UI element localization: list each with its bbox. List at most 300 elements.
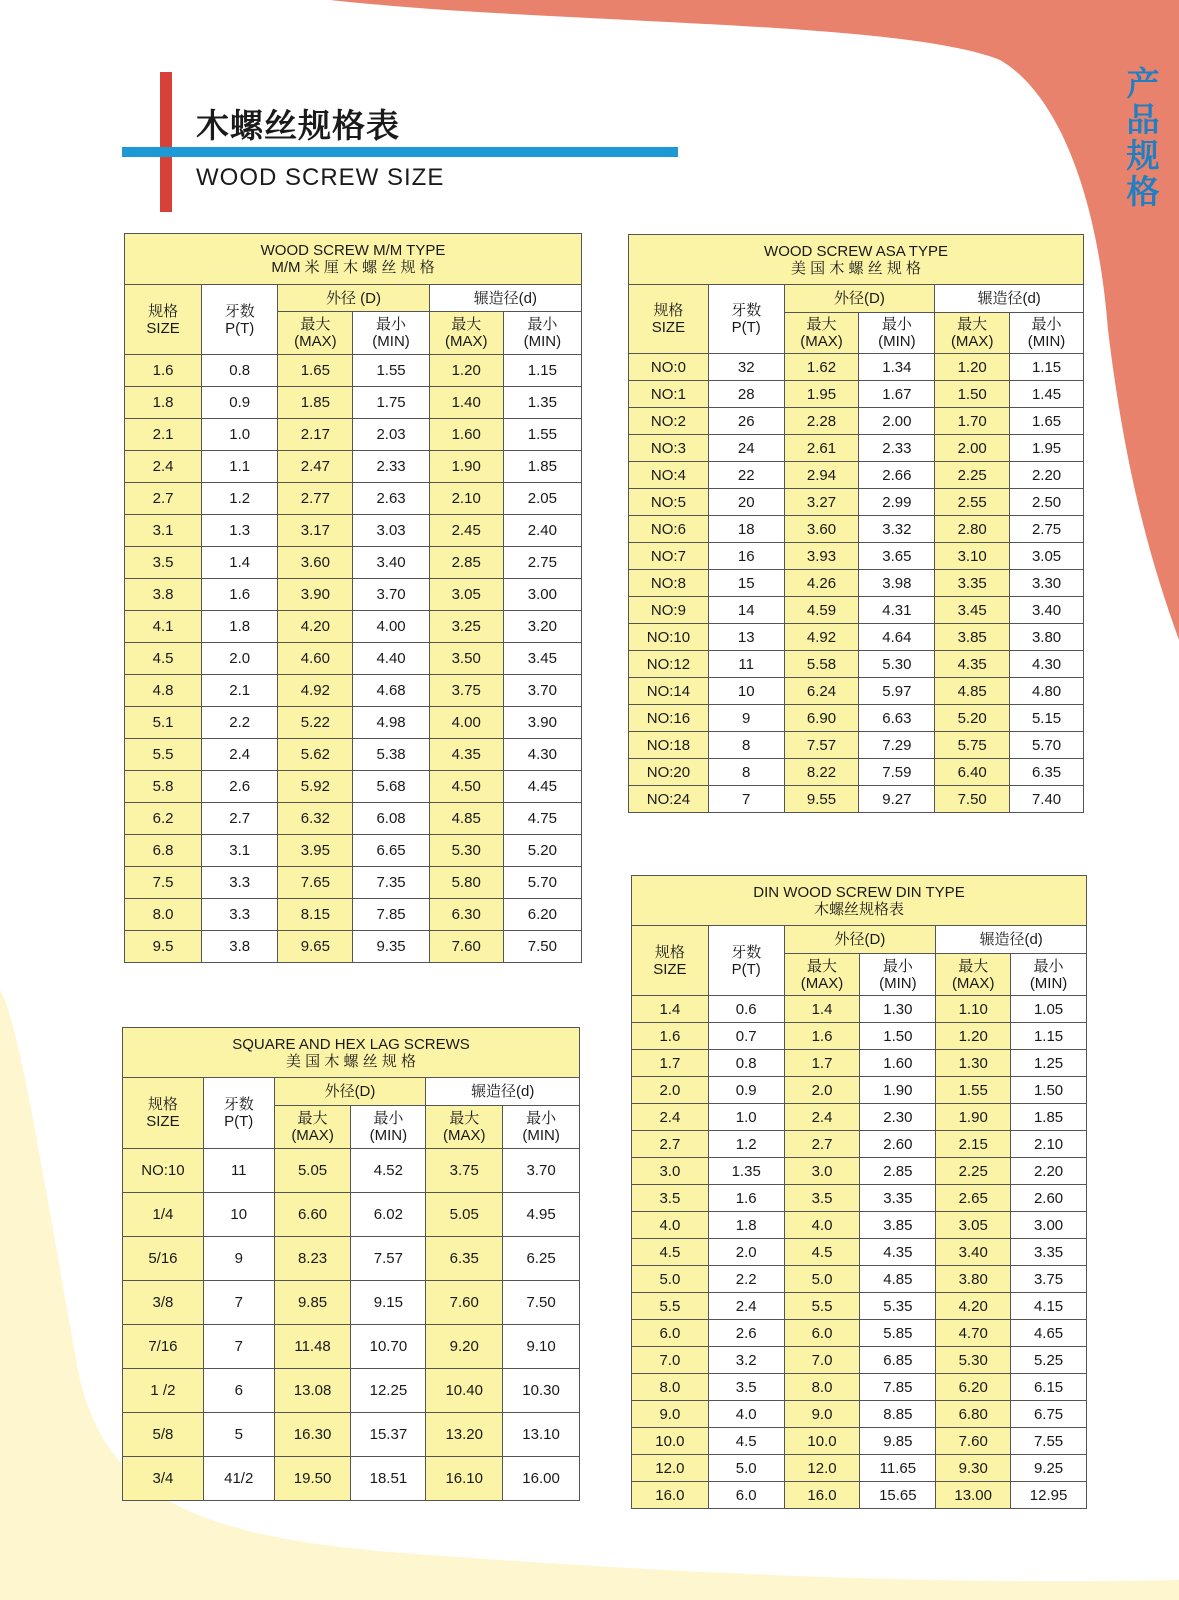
table-row: [632, 1023, 1087, 1050]
size-cell: 6.2: [125, 803, 202, 835]
outer-min-cell: 1.75: [353, 387, 429, 419]
root-max-cell: 4.85: [429, 803, 503, 835]
root-min-cell: 6.75: [1011, 1401, 1087, 1428]
size-cell: 4.5: [632, 1239, 709, 1266]
outer-min-cell: 9.15: [351, 1281, 426, 1325]
size-header-en: SIZE: [146, 319, 180, 337]
root-min-cell: 3.00: [503, 579, 581, 611]
table-title-cn: M/M 米 厘 木 螺 丝 规 格: [271, 259, 435, 276]
size-cell: 9.5: [125, 931, 202, 963]
root-max-cell: 1.20: [935, 354, 1010, 381]
outer-max-cell: 16.0: [784, 1482, 860, 1509]
root-min-cell: 3.20: [503, 611, 581, 643]
min-header-cn: 最小: [373, 1110, 404, 1127]
size-cell: 12.0: [632, 1455, 709, 1482]
outer-min-cell: 1.50: [860, 1023, 936, 1050]
size-cell: 5.5: [125, 739, 202, 771]
root-min-cell: 4.75: [503, 803, 581, 835]
pitch-cell: 2.1: [202, 675, 278, 707]
root-max-cell: 3.40: [936, 1239, 1011, 1266]
size-cell: 3/8: [123, 1281, 204, 1325]
outer-min-cell: 1.55: [353, 355, 429, 387]
table-row: [632, 1320, 1087, 1347]
size-cell: 3.1: [125, 515, 202, 547]
root-max-cell: 7.60: [429, 931, 503, 963]
root-max-cell: 3.50: [429, 643, 503, 675]
root-max-cell: 1.30: [936, 1050, 1011, 1077]
table-row: [125, 675, 582, 707]
outer-max-cell: 5.58: [784, 651, 859, 678]
size-cell: 10.0: [632, 1428, 709, 1455]
table-row: [629, 597, 1084, 624]
table-row: [125, 547, 582, 579]
outer-max-cell: 1.85: [278, 387, 353, 419]
pitch-cell: 7: [203, 1325, 274, 1369]
size-cell: 3/4: [123, 1457, 204, 1501]
outer-min-cell: 6.65: [353, 835, 429, 867]
root-diameter-header: 辗造径(d): [935, 285, 1084, 313]
outer-max-cell: 2.4: [784, 1104, 860, 1131]
root-min-cell: 1.15: [1011, 1023, 1087, 1050]
outer-min-cell: 6.08: [353, 803, 429, 835]
outer-max-cell: 2.28: [784, 408, 859, 435]
table-row: [125, 803, 582, 835]
size-cell: 5.0: [632, 1266, 709, 1293]
outer-max-cell: 16.30: [274, 1413, 351, 1457]
pitch-cell: 2.6: [708, 1320, 784, 1347]
pitch-cell: 5.0: [708, 1455, 784, 1482]
size-cell: NO:10: [123, 1149, 204, 1193]
pitch-cell: 24: [708, 435, 784, 462]
root-min-cell: 3.00: [1011, 1212, 1087, 1239]
root-min-cell: 3.90: [503, 707, 581, 739]
size-cell: 5.8: [125, 771, 202, 803]
root-diameter-header: 辗造径(d): [429, 285, 581, 312]
size-cell: 1 /2: [123, 1369, 204, 1413]
root-max-cell: 5.20: [935, 705, 1010, 732]
blue-accent-bar: [122, 147, 678, 157]
root-max-cell: 3.05: [936, 1212, 1011, 1239]
outer-min-cell: 3.40: [353, 547, 429, 579]
table-row: [629, 759, 1084, 786]
root-max-cell: 6.20: [936, 1374, 1011, 1401]
size-header: [125, 285, 202, 355]
size-cell: NO:18: [629, 732, 709, 759]
pitch-cell: 1.8: [708, 1212, 784, 1239]
outer-max-cell: 3.90: [278, 579, 353, 611]
root-max-cell: 13.20: [426, 1413, 503, 1457]
size-header-en: SIZE: [653, 960, 687, 978]
root-max-cell: 5.30: [936, 1347, 1011, 1374]
table-row: [632, 1212, 1087, 1239]
outer-max-cell: 4.5: [784, 1239, 860, 1266]
size-cell: NO:14: [629, 678, 709, 705]
outer-max-cell: 6.90: [784, 705, 859, 732]
root-min-cell: 3.80: [1010, 624, 1084, 651]
root-max-cell: 2.65: [936, 1185, 1011, 1212]
root-min-cell: 7.55: [1011, 1428, 1087, 1455]
root-min-cell: 6.20: [503, 899, 581, 931]
root-min-cell: 4.95: [503, 1193, 580, 1237]
outer-max-cell: 4.0: [784, 1212, 860, 1239]
root-min-cell: 4.80: [1010, 678, 1084, 705]
outer-min-cell: 7.35: [353, 867, 429, 899]
table-row: [629, 543, 1084, 570]
min-header-cn: 最小: [527, 316, 558, 333]
root-max-cell: 3.35: [935, 570, 1010, 597]
pitch-cell: 0.8: [708, 1050, 784, 1077]
outer-min-cell: 3.65: [859, 543, 935, 570]
max-header-en: (MAX): [951, 974, 995, 992]
pitch-header: [708, 285, 784, 354]
table-row: [632, 1455, 1087, 1482]
side-label-char: 品: [1126, 100, 1160, 139]
pitch-cell: 2.4: [708, 1293, 784, 1320]
outer-min-cell: 4.40: [353, 643, 429, 675]
outer-min-cell: 7.57: [351, 1237, 426, 1281]
root-max-cell: 3.25: [429, 611, 503, 643]
pitch-cell: 5: [203, 1413, 274, 1457]
min-header: [860, 954, 936, 996]
table-title-en: WOOD SCREW M/M TYPE: [260, 242, 446, 259]
table-row: [123, 1193, 580, 1237]
table-row: [629, 381, 1084, 408]
max-header-en: (MAX): [800, 333, 843, 350]
root-max-cell: 3.10: [935, 543, 1010, 570]
root-max-cell: 4.35: [429, 739, 503, 771]
table-title: [629, 235, 1084, 285]
outer-min-cell: 1.30: [860, 996, 936, 1023]
outer-max-cell: 4.26: [784, 570, 859, 597]
outer-max-cell: 13.08: [274, 1369, 351, 1413]
table-row: [125, 643, 582, 675]
root-min-cell: 3.05: [1010, 543, 1084, 570]
table-row: [125, 771, 582, 803]
pitch-cell: 9: [708, 705, 784, 732]
size-cell: NO:0: [629, 354, 709, 381]
pitch-cell: 2.7: [202, 803, 278, 835]
root-max-cell: 10.40: [426, 1369, 503, 1413]
root-max-cell: 6.35: [426, 1237, 503, 1281]
outer-min-cell: 4.52: [351, 1149, 426, 1193]
outer-min-cell: 2.85: [860, 1158, 936, 1185]
outer-min-cell: 4.00: [353, 611, 429, 643]
pitch-cell: 3.5: [708, 1374, 784, 1401]
root-max-cell: 2.15: [936, 1131, 1011, 1158]
root-max-cell: 4.70: [936, 1320, 1011, 1347]
root-max-cell: 4.35: [935, 651, 1010, 678]
pitch-cell: 0.6: [708, 996, 784, 1023]
table-row: [125, 419, 582, 451]
outer-min-cell: 5.30: [859, 651, 935, 678]
outer-max-cell: 1.65: [278, 355, 353, 387]
pitch-cell: 14: [708, 597, 784, 624]
root-max-cell: 6.80: [936, 1401, 1011, 1428]
root-min-cell: 1.15: [1010, 354, 1084, 381]
root-diameter-header: 辗造径(d): [936, 926, 1087, 954]
outer-min-cell: 3.85: [860, 1212, 936, 1239]
max-header-cn: 最大: [297, 1110, 328, 1127]
table-row: [632, 1077, 1087, 1104]
max-header: [278, 312, 353, 355]
outer-min-cell: 2.63: [353, 483, 429, 515]
root-min-cell: 5.70: [503, 867, 581, 899]
size-cell: NO:7: [629, 543, 709, 570]
size-cell: 4.1: [125, 611, 202, 643]
max-header-cn: 最大: [957, 316, 988, 333]
root-max-cell: 16.10: [426, 1457, 503, 1501]
pitch-cell: 1.0: [708, 1104, 784, 1131]
pitch-cell: 3.3: [202, 899, 278, 931]
size-cell: 3.0: [632, 1158, 709, 1185]
pitch-cell: 1.6: [202, 579, 278, 611]
pitch-header-en: P(T): [225, 319, 255, 337]
min-header: [503, 312, 581, 355]
table-row: [629, 435, 1084, 462]
table-row: [125, 707, 582, 739]
outer-min-cell: 2.03: [353, 419, 429, 451]
outer-max-cell: 4.92: [278, 675, 353, 707]
pitch-cell: 41/2: [203, 1457, 274, 1501]
min-header-cn: 最小: [526, 1110, 557, 1127]
asa-type-table: [628, 234, 1084, 813]
root-min-cell: 3.70: [503, 675, 581, 707]
root-min-cell: 5.70: [1010, 732, 1084, 759]
pitch-cell: 2.0: [708, 1239, 784, 1266]
root-min-cell: 12.95: [1011, 1482, 1087, 1509]
root-max-cell: 9.20: [426, 1325, 503, 1369]
table-row: [125, 835, 582, 867]
max-header-cn: 最大: [451, 316, 482, 333]
size-cell: 2.4: [125, 451, 202, 483]
outer-max-cell: 6.32: [278, 803, 353, 835]
min-header-cn: 最小: [1033, 957, 1064, 975]
pitch-cell: 20: [708, 489, 784, 516]
outer-min-cell: 4.98: [353, 707, 429, 739]
size-cell: 2.7: [632, 1131, 709, 1158]
size-cell: 3.5: [125, 547, 202, 579]
pitch-header-en: P(T): [731, 960, 761, 978]
outer-min-cell: 3.32: [859, 516, 935, 543]
size-header: [123, 1078, 204, 1149]
size-header-en: SIZE: [146, 1113, 180, 1130]
table-body: [125, 355, 582, 963]
size-cell: NO:20: [629, 759, 709, 786]
pitch-cell: 2.6: [202, 771, 278, 803]
root-min-cell: 2.75: [1010, 516, 1084, 543]
size-cell: 7.0: [632, 1347, 709, 1374]
table-body: [123, 1149, 580, 1501]
pitch-cell: 6.0: [708, 1482, 784, 1509]
root-max-cell: 4.00: [429, 707, 503, 739]
root-max-cell: 2.45: [429, 515, 503, 547]
root-min-cell: 5.20: [503, 835, 581, 867]
pitch-cell: 11: [708, 651, 784, 678]
outer-max-cell: 5.92: [278, 771, 353, 803]
root-min-cell: 1.35: [503, 387, 581, 419]
pitch-cell: 13: [708, 624, 784, 651]
mm-type-table: [124, 233, 582, 963]
side-label-char: 规: [1126, 136, 1160, 175]
max-header-en: (MAX): [294, 333, 337, 350]
root-min-cell: 6.25: [503, 1237, 580, 1281]
root-max-cell: 5.80: [429, 867, 503, 899]
outer-min-cell: 5.97: [859, 678, 935, 705]
root-min-cell: 16.00: [503, 1457, 580, 1501]
root-max-cell: 1.40: [429, 387, 503, 419]
outer-max-cell: 5.62: [278, 739, 353, 771]
pitch-cell: 26: [708, 408, 784, 435]
pitch-cell: 1.1: [202, 451, 278, 483]
table-body: [629, 354, 1084, 813]
root-max-cell: 7.50: [935, 786, 1010, 813]
max-header-en: (MAX): [800, 974, 844, 992]
root-min-cell: 2.40: [503, 515, 581, 547]
table-title: [125, 234, 582, 285]
pitch-cell: 8: [708, 732, 784, 759]
size-cell: NO:6: [629, 516, 709, 543]
root-min-cell: 3.45: [503, 643, 581, 675]
root-max-cell: 6.40: [935, 759, 1010, 786]
pitch-cell: 7: [203, 1281, 274, 1325]
root-min-cell: 1.55: [503, 419, 581, 451]
table-title: [123, 1028, 580, 1078]
root-min-cell: 4.30: [503, 739, 581, 771]
min-header-en: (MIN): [372, 333, 410, 350]
root-min-cell: 1.85: [1011, 1104, 1087, 1131]
root-min-cell: 1.15: [503, 355, 581, 387]
max-header: [429, 312, 503, 355]
min-header: [351, 1106, 426, 1149]
root-min-cell: 3.30: [1010, 570, 1084, 597]
outer-max-cell: 9.0: [784, 1401, 860, 1428]
root-max-cell: 2.80: [935, 516, 1010, 543]
outer-max-cell: 1.4: [784, 996, 860, 1023]
size-cell: NO:24: [629, 786, 709, 813]
pitch-cell: 10: [708, 678, 784, 705]
pitch-cell: 2.2: [708, 1266, 784, 1293]
pitch-cell: 0.9: [202, 387, 278, 419]
outer-diameter-header: 外径 (D): [278, 285, 429, 312]
pitch-cell: 1.2: [202, 483, 278, 515]
root-min-cell: 1.05: [1011, 996, 1087, 1023]
red-accent-bar: [160, 72, 172, 212]
outer-diameter-header: 外径(D): [784, 285, 935, 313]
outer-diameter-header: 外径(D): [784, 926, 936, 954]
root-min-cell: 1.85: [503, 451, 581, 483]
outer-max-cell: 3.17: [278, 515, 353, 547]
table-row: [123, 1237, 580, 1281]
root-min-cell: 2.50: [1010, 489, 1084, 516]
outer-max-cell: 3.93: [784, 543, 859, 570]
size-cell: 8.0: [632, 1374, 709, 1401]
side-label-char: 产: [1126, 64, 1160, 103]
outer-min-cell: 6.85: [860, 1347, 936, 1374]
root-min-cell: 1.45: [1010, 381, 1084, 408]
root-min-cell: 2.75: [503, 547, 581, 579]
root-min-cell: 4.65: [1011, 1320, 1087, 1347]
outer-min-cell: 5.35: [860, 1293, 936, 1320]
outer-max-cell: 7.57: [784, 732, 859, 759]
root-max-cell: 4.20: [936, 1293, 1011, 1320]
outer-max-cell: 3.27: [784, 489, 859, 516]
outer-min-cell: 2.60: [860, 1131, 936, 1158]
table-row: [125, 451, 582, 483]
size-cell: 5/16: [123, 1237, 204, 1281]
pitch-cell: 3.1: [202, 835, 278, 867]
min-header: [1011, 954, 1087, 996]
root-max-cell: 1.20: [429, 355, 503, 387]
table-body: [632, 996, 1087, 1509]
root-max-cell: 3.45: [935, 597, 1010, 624]
min-header: [859, 313, 935, 354]
max-header: [784, 313, 859, 354]
pitch-cell: 0.9: [708, 1077, 784, 1104]
table-title-en: SQUARE AND HEX LAG SCREWS: [232, 1035, 470, 1053]
pitch-cell: 10: [203, 1193, 274, 1237]
table-row: [629, 651, 1084, 678]
size-cell: 16.0: [632, 1482, 709, 1509]
table-row: [632, 1050, 1087, 1077]
size-cell: NO:3: [629, 435, 709, 462]
root-min-cell: 9.10: [503, 1325, 580, 1369]
max-header: [784, 954, 860, 996]
table-row: [632, 1185, 1087, 1212]
root-min-cell: 3.75: [1011, 1266, 1087, 1293]
max-header-cn: 最大: [300, 316, 331, 333]
outer-max-cell: 2.77: [278, 483, 353, 515]
table-row: [629, 786, 1084, 813]
table-title-en: WOOD SCREW ASA TYPE: [764, 242, 948, 260]
table-row: [123, 1281, 580, 1325]
pitch-header-en: P(T): [224, 1113, 254, 1130]
size-cell: NO:2: [629, 408, 709, 435]
max-header-en: (MAX): [442, 1127, 486, 1144]
root-min-cell: 3.40: [1010, 597, 1084, 624]
outer-min-cell: 15.37: [351, 1413, 426, 1457]
outer-max-cell: 2.61: [784, 435, 859, 462]
outer-max-cell: 6.24: [784, 678, 859, 705]
size-cell: NO:4: [629, 462, 709, 489]
root-max-cell: 3.75: [426, 1149, 503, 1193]
pitch-cell: 8: [708, 759, 784, 786]
table-row: [632, 1239, 1087, 1266]
pitch-cell: 7: [708, 786, 784, 813]
size-cell: 3.5: [632, 1185, 709, 1212]
min-header-en: (MIN): [878, 333, 916, 350]
table-row: [629, 462, 1084, 489]
size-cell: 5/8: [123, 1413, 204, 1457]
outer-max-cell: 8.15: [278, 899, 353, 931]
table-row: [632, 1347, 1087, 1374]
outer-min-cell: 12.25: [351, 1369, 426, 1413]
outer-max-cell: 2.7: [784, 1131, 860, 1158]
outer-max-cell: 6.0: [784, 1320, 860, 1347]
outer-max-cell: 9.55: [784, 786, 859, 813]
size-cell: 3.8: [125, 579, 202, 611]
table-row: [123, 1149, 580, 1193]
outer-min-cell: 1.90: [860, 1077, 936, 1104]
size-cell: 4.8: [125, 675, 202, 707]
root-max-cell: 1.50: [935, 381, 1010, 408]
page-title: 木螺丝规格表: [196, 106, 400, 145]
outer-max-cell: 7.0: [784, 1347, 860, 1374]
outer-min-cell: 2.33: [859, 435, 935, 462]
size-cell: 1.7: [632, 1050, 709, 1077]
lag-screws-table: [122, 1027, 580, 1501]
size-cell: NO:8: [629, 570, 709, 597]
size-cell: NO:10: [629, 624, 709, 651]
